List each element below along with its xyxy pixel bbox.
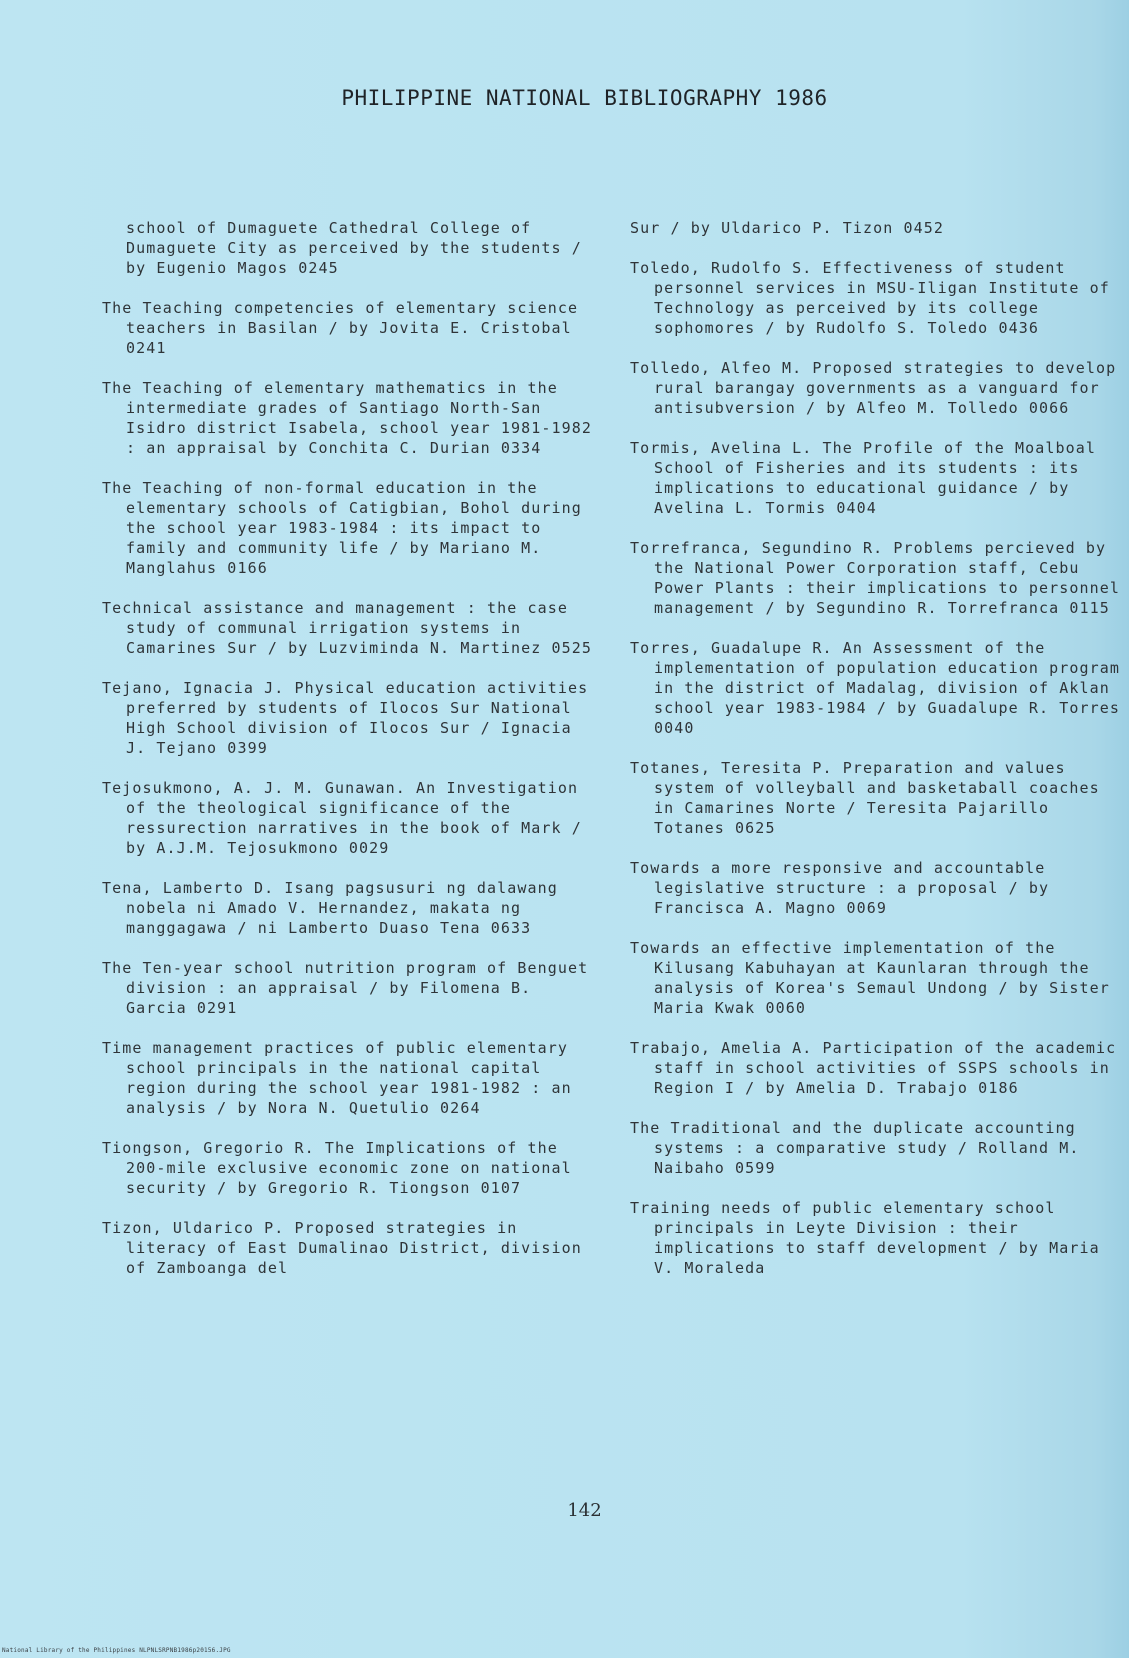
bibliography-entry: Technical assistance and management : the case study of communal irrigation systems in Camarines Sur / by Luzviminda N. Martinez 0525 — [102, 599, 593, 657]
bibliography-entry: Towards a more responsive and accountable legislative structure : a proposal / by Francisca A. Magno 0069 — [630, 859, 1050, 917]
bibliography-entry: Torres, Guadalupe R. An Assessment of the implementation of population education program in the district of Madalag, division of Aklan school year 1983-1984 / by Guadalupe R. Torres 0040 — [630, 639, 1121, 737]
bibliography-entry: Torrefranca, Segundino R. Problems percieved by the National Power Corporation staff, Cebu Power Plants : their implications to personnel management / by Segundino R. Torrefranca 0115 — [630, 539, 1121, 617]
bibliography-entry: Tormis, Avelina L. The Profile of the Moalboal School of Fisheries and its students : its implications to educational guidance / by Avelina L. Tormis 0404 — [630, 439, 1097, 517]
bibliography-entry: The Traditional and the duplicate accounting systems : a comparative study / Rolland M. Naibaho 0599 — [630, 1119, 1080, 1177]
bibliography-entry: Toledo, Rudolfo S. Effectiveness of student personnel services in MSU-Iligan Institute of Technology as perceived by its college sophomores / by Rudolfo S. Toledo 0436 — [630, 259, 1110, 337]
bibliography-entry: The Ten-year school nutrition program of Benguet division : an appraisal / by Filomena B. Garcia 0291 — [102, 959, 589, 1017]
bibliography-entry: Totanes, Teresita P. Preparation and values system of volleyball and basketaball coaches in Camarines Norte / Teresita Pajarillo Totanes 0625 — [630, 759, 1100, 837]
bibliography-entry: Tiongson, Gregorio R. The Implications of the 200-mile exclusive economic zone on national security / by Gregorio R. Tiongson 0107 — [102, 1139, 572, 1197]
right-column — [630, 218, 1125, 1298]
bibliography-entry: Training needs of public elementary school principals in Leyte Division : their implications to staff development / by Maria V. Moraleda — [630, 1199, 1100, 1277]
page-number: 142 — [567, 1500, 602, 1521]
bibliography-entry: The Teaching of non-formal education in the elementary schools of Catigbian, Bohol during the school year 1983-1984 : its impact to family and community life / by Mariano M. Manglahus 0166 — [102, 479, 582, 577]
bibliography-entry: The Teaching of elementary mathematics in the intermediate grades of Santiago North-San Isidro district Isabela, school year 1981-1982 : an appraisal by Conchita C. Durian 0334 — [102, 379, 593, 457]
bibliography-entry: Tolledo, Alfeo M. Proposed strategies to develop rural barangay governments as a vanguard for antisubversion / by Alfeo M. Tolledo 0066 — [630, 359, 1117, 417]
page-title: PHILIPPINE NATIONAL BIBLIOGRAPHY 1986 — [341, 86, 828, 110]
bibliography-entry: Towards an effective implementation of the Kilusang Kabuhayan at Kaunlaran through the analysis of Korea's Semaul Undong / by Sister Maria Kwak 0060 — [630, 939, 1110, 1017]
bibliography-entry: Tizon, Uldarico P. Proposed strategies in literacy of East Dumalinao District, division of Zamboanga del — [102, 1219, 582, 1277]
bibliography-entry: The Teaching competencies of elementary science teachers in Basilan / by Jovita E. Cristobal 0241 — [102, 299, 579, 357]
bibliography-entry: Tena, Lamberto D. Isang pagsusuri ng dalawang nobela ni Amado V. Hernandez, makata ng manggagawa / ni Lamberto Duaso Tena 0633 — [102, 879, 558, 937]
bibliography-entry: Time management practices of public elementary school principals in the national capital region during the school year 1981-1982 : an analysis / by Nora N. Quetulio 0264 — [102, 1039, 572, 1117]
bibliography-entry: Sur / by Uldarico P. Tizon 0452 — [630, 219, 945, 237]
bibliography-entry: Tejosukmono, A. J. M. Gunawan. An Investigation of the theological significance of the ressurection narratives in the book of Mark / by A.J.M. Tejosukmono 0029 — [102, 779, 582, 857]
scan-footer-note: National Library of the Philippines NLPNLSRPNB1986p20156.JPG — [2, 1647, 231, 1654]
left-column — [102, 218, 592, 1298]
bibliography-entry: Trabajo, Amelia A. Participation of the academic staff in school activities of SSPS schools in Region I / by Amelia D. Trabajo 0186 — [630, 1039, 1117, 1097]
bibliography-entry: school of Dumaguete Cathedral College of Dumaguete City as perceived by the students / by Eugenio Magos 0245 — [126, 219, 582, 277]
bibliography-entry: Tejano, Ignacia J. Physical education activities preferred by students of Ilocos Sur National High School division of Ilocos Sur / Ignacia J. Tejano 0399 — [102, 679, 589, 757]
